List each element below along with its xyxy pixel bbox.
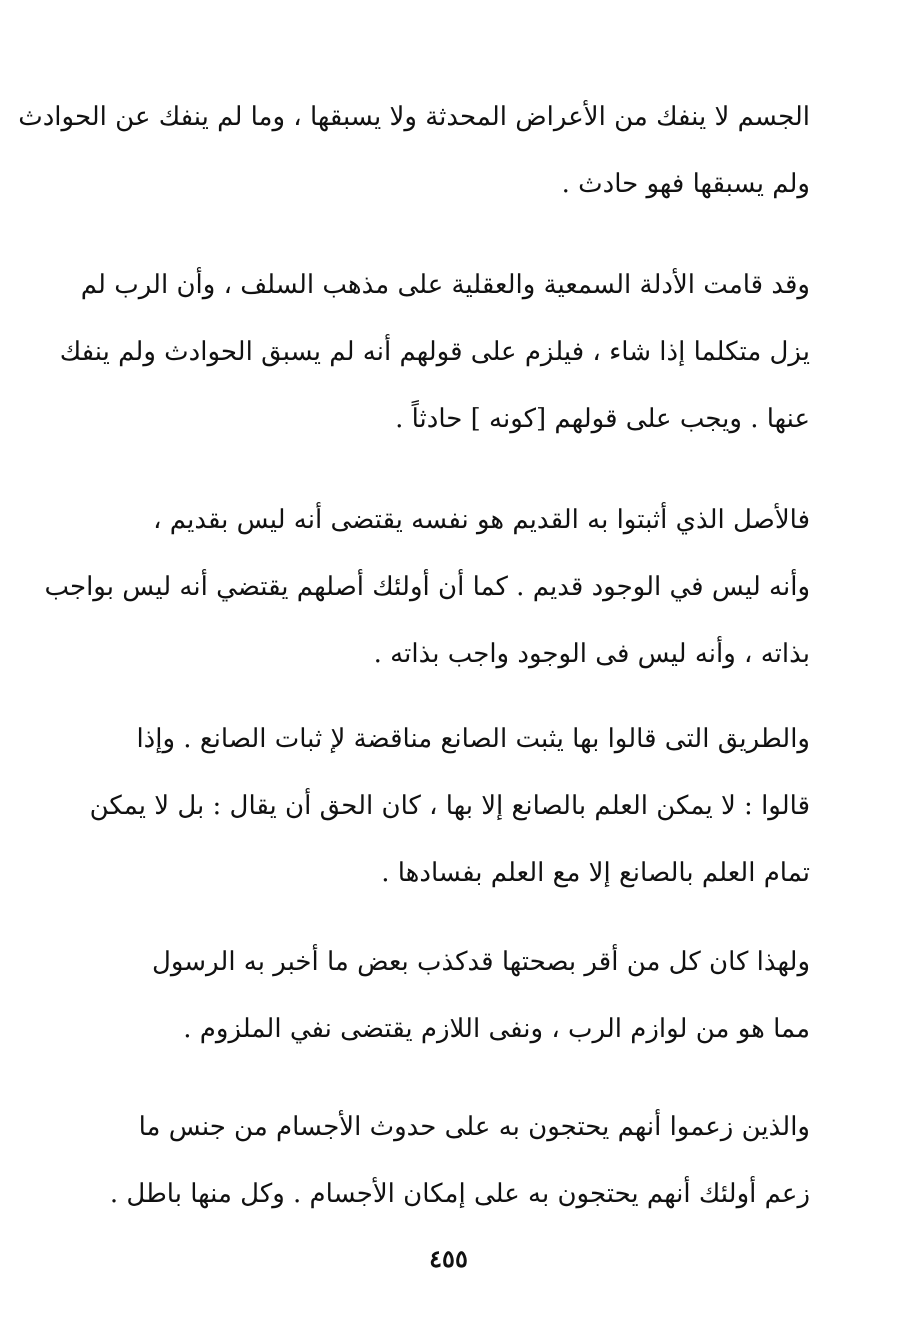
paragraph-3 bbox=[44, 487, 810, 688]
paragraph-line: قالوا : لا يمكن العلم بالصانع إلا بها ، كان الحق أن يقال : بل لا يمكن bbox=[89, 791, 810, 821]
paragraph-line: تمام العلم بالصانع إلا مع العلم بفسادها . bbox=[381, 858, 810, 888]
paragraph-line: مما هو من لوازم الرب ، ونفى اللازم يقتضى نفي الملزوم . bbox=[183, 1014, 810, 1044]
paragraph-line: والذين زعموا أنهم يحتجون به على حدوث الأجسام من جنس ما bbox=[138, 1112, 810, 1142]
paragraph-2 bbox=[59, 252, 810, 453]
paragraph-line: الجسم لا ينفك من الأعراض المحدثة ولا يسبقها ، وما لم ينفك عن الحوادث bbox=[18, 102, 810, 132]
paragraph-line: بذاته ، وأنه ليس فى الوجود واجب بذاته . bbox=[373, 639, 810, 669]
paragraph-line: وأنه ليس في الوجود قديم . كما أن أولئك أصلهم يقتضي أنه ليس بواجب bbox=[44, 572, 810, 602]
paragraph-line: يزل متكلما إذا شاء ، فيلزم على قولهم أنه لم يسبق الحوادث ولم ينفك bbox=[59, 337, 810, 367]
paragraph-5 bbox=[104, 929, 810, 1063]
paragraph-line: زعم أولئك أنهم يحتجون به على إمكان الأجسام . وكل منها باطل . bbox=[109, 1179, 810, 1209]
paragraph-line: فالأصل الذي أثبتوا به القديم هو نفسه يقتضى أنه ليس بقديم ، bbox=[153, 505, 810, 535]
paragraph-4 bbox=[89, 706, 810, 907]
paragraph-line: ولهذا كان كل من أقر بصحتها قدكذب بعض ما أخبر به الرسول bbox=[151, 947, 810, 977]
paragraph-line: عنها . ويجب على قولهم [كونه ] حادثاً . bbox=[395, 404, 810, 434]
paragraph-line: والطريق التى قالوا بها يثبت الصانع مناقضة لإ ثبات الصانع . وإذا bbox=[136, 724, 810, 754]
page-number: ٤٥٥ bbox=[429, 1244, 468, 1273]
paragraph-line: ولم يسبقها فهو حادث . bbox=[561, 169, 810, 199]
paragraph-6 bbox=[104, 1094, 810, 1228]
paragraph-1 bbox=[18, 84, 810, 218]
paragraph-line: وقد قامت الأدلة السمعية والعقلية على مذهب السلف ، وأن الرب لم bbox=[80, 270, 810, 300]
